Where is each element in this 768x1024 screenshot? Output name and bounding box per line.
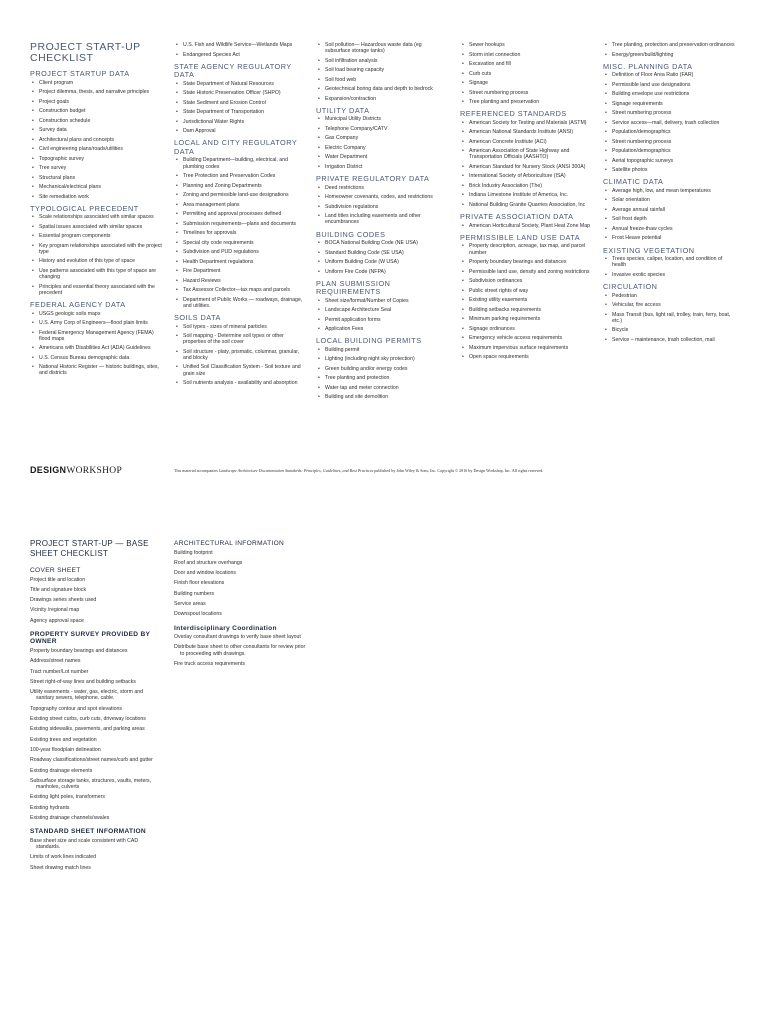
checklist-section (174, 139, 306, 309)
checklist-item: • Excavation and fill (460, 61, 592, 67)
section-heading: PROPERTY SURVEY PROVIDED BY OWNER (30, 630, 151, 646)
checklist-item: • Signage requirements (603, 101, 735, 107)
checklist-item: • Subdivision ordinances (460, 278, 592, 284)
copyright-footnote: This material accompanies Landscape Architecture Documentation Standards: Principles, Guidelines, and Best Practices published by John Wiley & Sons, Inc. Copyright © 2016 by Design Workshop, Inc. All rights reserved. (174, 468, 544, 473)
checklist-items (174, 81, 306, 135)
checklist-item: • Architectural plans and concepts (30, 137, 162, 143)
section-heading: EXISTING VEGETATION (603, 245, 695, 255)
checklist-section (316, 280, 448, 333)
checklist-item: • Key program relationships associated with the project type (30, 243, 162, 255)
checklist-items (30, 838, 162, 871)
checklist-item: Overlay consultant drawings to verify base sheet layout (174, 634, 301, 641)
checklist-item: • Tree planting, protection and preservation ordinances (603, 42, 735, 48)
top-col-1 (30, 42, 162, 382)
checklist-item: • Tree survey (30, 165, 162, 171)
checklist-item: • Federal Emergency Management Agency (FEMA) flood maps (30, 330, 162, 342)
checklist-items (174, 42, 306, 58)
checklist-item: • Lighting (including night sky protection) (316, 356, 448, 362)
checklist-item: • Building and site demolition (316, 394, 448, 400)
checklist-item: • Endangered Species Act (174, 52, 306, 58)
checklist-items (30, 80, 162, 200)
checklist-item: • Soil food web (316, 77, 448, 83)
checklist-section (174, 314, 306, 386)
checklist-item: • Scale relationships associated with similar spaces (30, 214, 162, 220)
checklist-item: • Subdivision regulations (316, 204, 448, 210)
checklist-section (316, 337, 448, 400)
checklist-item: Street right-of-way lines and building setbacks (30, 678, 136, 685)
checklist-item: • American Standard for Nursery Stock (ANSI 300A) (460, 164, 592, 170)
checklist-item: • Planning and Zoning Departments (174, 183, 306, 189)
checklist-item: • Population/demographics (603, 148, 735, 154)
checklist-item: Agency approval space (30, 617, 84, 624)
checklist-item: • Maximum impervious surface requirements (460, 345, 592, 351)
section-heading: PRIVATE ASSOCIATION DATA (460, 212, 574, 222)
base-sheet-section (30, 631, 162, 821)
checklist-item: • Property boundary bearings and distances (460, 259, 592, 265)
checklist-item: • Soil frost depth (603, 216, 735, 222)
checklist-item: • Street numbering process (603, 139, 735, 145)
checklist-item: • Building setbacks requirements (460, 307, 592, 313)
section-heading: STANDARD SHEET INFORMATION (30, 828, 146, 836)
checklist-item: • American Horticultural Society, Plant Heat Zone Map (460, 223, 592, 229)
checklist-item: 100-year floodplain delineation (30, 746, 101, 753)
checklist-section (603, 178, 735, 241)
checklist-item: Sheet drawing match lines (30, 864, 91, 871)
checklist-item: • Principles and essential theory associated with the precedent (30, 284, 162, 296)
checklist-item: • Solar orientation (603, 197, 735, 203)
checklist-item: Distribute base sheet to other consultants for review prior to proceeding with drawings. (174, 644, 306, 657)
checklist-item: • Area management plans (174, 202, 306, 208)
section-heading: ARCHITECTURAL INFORMATION (174, 540, 285, 547)
checklist-item: • Tree planting and preservation (460, 99, 592, 105)
checklist-item: Title and signature block (30, 586, 87, 593)
checklist-item: • American Concrete Institute (ACI) (460, 139, 592, 145)
checklist-item: • Project goals (30, 99, 162, 105)
checklist-item: • State Sediment and Erosion Control (174, 100, 306, 106)
designworkshop-logo: DESIGNWORKSHOP (30, 465, 123, 476)
checklist-items (174, 634, 306, 667)
checklist-item: • Client program (30, 80, 162, 86)
checklist-section (174, 42, 306, 58)
checklist-item: • History and evolution of this type of space (30, 258, 162, 264)
checklist-item: • Population/demographics (603, 129, 735, 135)
checklist-item: • Special city code requirements (174, 240, 306, 246)
checklist-item: • Tree planting and protection (316, 375, 448, 381)
top-col-4 (460, 42, 592, 365)
checklist-item: • Mass Transit (bus, light rail, trolley, train, ferry, boat, etc.) (603, 312, 735, 324)
checklist-item: Topography contour and spot elevations (30, 705, 122, 712)
checklist-item: • American Society for Testing and Materials (ASTM) (460, 120, 592, 126)
checklist-item: Vicinity /regional map (30, 607, 80, 614)
col-sections (316, 42, 448, 401)
checklist-item: • Bicycle (603, 327, 735, 333)
checklist-item: Drawings series sheets used (30, 597, 97, 604)
checklist-section (30, 205, 162, 296)
section-heading: REFERENCED STANDARDS (460, 109, 567, 119)
checklist-item: • Permissible land use designations (603, 82, 735, 88)
checklist-item: • Fire Department (174, 268, 306, 274)
checklist-item: • Essential program components (30, 233, 162, 239)
checklist-item: Limits of work lines indicated (30, 854, 97, 861)
checklist-items (174, 157, 306, 309)
checklist-item: • American National Standards Institute (ANSI) (460, 129, 592, 135)
checklist-item: Building footprint (174, 549, 213, 556)
checklist-item: • U.S. Fish and Wildlife Service—Wetlands Maps (174, 42, 306, 48)
checklist-item: • Irrigation District (316, 164, 448, 170)
checklist-item: • Civil engineering plans/roads/utilities (30, 146, 162, 152)
checklist-item: • Brick Industry Association (The) (460, 183, 592, 189)
checklist-section (603, 283, 735, 343)
section-heading: LOCAL AND CITY REGULATORY DATA (174, 138, 298, 156)
checklist-item: • Permissible land use, density and zoning restrictions (460, 269, 592, 275)
checklist-section (30, 301, 162, 377)
checklist-section (30, 70, 162, 200)
checklist-item: • Building envelope use restrictions (603, 91, 735, 97)
checklist-section (316, 107, 448, 170)
checklist-item: • Americans with Disabilities Act (ADA) Guidelines (30, 345, 162, 351)
checklist-item: Existing drainage channels/swales (30, 815, 110, 822)
base-sheet-section (174, 540, 306, 618)
checklist-item: • Vehicular, fire access (603, 302, 735, 308)
checklist-item: • Soil pollution— Hazardous waste data (eg subsurface storage tanks) (316, 42, 448, 54)
checklist-item: Subsurface storage tanks, structures, vaults, meters, manholes, culverts (30, 777, 152, 791)
checklist-item: Service areas (174, 600, 206, 607)
checklist-item: • Site remediation work (30, 194, 162, 200)
checklist-item: • Gas Company (316, 135, 448, 141)
col-sections (460, 42, 592, 360)
base-sheet-title: PROJECT START-UP — BASE SHEET CHECKLIST (30, 539, 149, 558)
checklist-item: • Minimum parking requirements (460, 316, 592, 322)
checklist-title: PROJECT START-UP CHECKLIST (30, 41, 141, 64)
base-sheet-section (30, 828, 162, 871)
checklist-item: • Satellite photos (603, 167, 735, 173)
checklist-item: Existing light poles, transformers (30, 794, 105, 801)
checklist-item: • Land titles including easements and other encumbrances (316, 213, 448, 225)
checklist-items (603, 293, 735, 343)
checklist-item: • Building Department—building, electrical, and plumbing codes (174, 157, 306, 169)
checklist-item: Tract number/Lot number (30, 668, 89, 675)
checklist-section (174, 63, 306, 135)
checklist-item: • American Association of State Highway and Transportation Officials (AASHTO) (460, 148, 592, 160)
checklist-item: • Sheet size/format/Number of Copies (316, 298, 448, 304)
checklist-items (603, 256, 735, 278)
checklist-section (316, 231, 448, 275)
section-heading: TYPOLOGICAL PRECEDENT (30, 203, 139, 213)
section-heading: CIRCULATION (603, 282, 658, 292)
checklist-item: • Expansion/contraction (316, 96, 448, 102)
checklist-item: • National Historic Register — historic buildings, sites, and districts (30, 364, 162, 376)
checklist-item: • USGS geologic soils maps (30, 311, 162, 317)
base-left-sections (30, 567, 162, 871)
checklist-item: • State Department of Natural Resources (174, 81, 306, 87)
checklist-items (603, 42, 735, 58)
checklist-item: • Existing utility easements (460, 297, 592, 303)
checklist-item: • State Department of Transportation (174, 109, 306, 115)
checklist-section (603, 247, 735, 278)
checklist-item: • Standard Building Code (SE USA) (316, 250, 448, 256)
checklist-items (460, 42, 592, 105)
checklist-item: • Property description, acreage, tax map, and parcel number (460, 243, 592, 255)
checklist-item: Building numbers (174, 590, 215, 597)
col-sections (174, 42, 306, 386)
checklist-item: • Street numbering process (603, 110, 735, 116)
base-sheet-col-left (30, 539, 162, 878)
checklist-item: • Uniform Fire Code (NFPA) (316, 269, 448, 275)
checklist-item: • Public street rights of way (460, 288, 592, 294)
checklist-item: • Mechanical/electrical plans (30, 184, 162, 190)
checklist-item: • Green building and/or energy codes (316, 366, 448, 372)
checklist-item: • Invasive exotic species (603, 272, 735, 278)
checklist-item: • Municipal Utility Districts (316, 116, 448, 122)
section-heading: PLAN SUBMISSION REQUIREMENTS (316, 278, 391, 297)
col-sections (603, 42, 735, 343)
checklist-item: • U.S. Army Corp of Engineers—flood plain limits (30, 320, 162, 326)
checklist-item: • Unified Soil Classification System - Soil texture and grain size (174, 364, 306, 376)
checklist-items (316, 240, 448, 275)
checklist-item: • Uniform Building Code (W USA) (316, 259, 448, 265)
checklist-item: • Timelines for approvals (174, 230, 306, 236)
top-col-5 (603, 42, 735, 348)
checklist-item: • Curb cuts (460, 71, 592, 77)
checklist-items (30, 311, 162, 377)
checklist-item: • Water tap and meter connection (316, 385, 448, 391)
checklist-items (603, 72, 735, 173)
checklist-item: • Definition of Floor Area Ratio (FAR) (603, 72, 735, 78)
checklist-item: • Structural plans (30, 175, 162, 181)
section-heading: LOCAL BUILDING PERMITS (316, 336, 422, 346)
checklist-items (30, 648, 162, 821)
checklist-item: Address/street names (30, 658, 81, 665)
section-heading: COVER SHEET (30, 567, 81, 574)
checklist-items (460, 243, 592, 360)
section-heading: BUILDING CODES (316, 229, 386, 239)
checklist-item: • Average high, low, and mean temperatures (603, 188, 735, 194)
checklist-item: • Application Fees (316, 326, 448, 332)
checklist-item: • Construction budget (30, 108, 162, 114)
checklist-item: • Building permit (316, 347, 448, 353)
checklist-item: Downspout locations (174, 611, 222, 618)
checklist-item: • Hazard Reviews (174, 278, 306, 284)
checklist-item: Existing trees and vegetation (30, 736, 97, 743)
checklist-item: • Trees species, caliper, location, and condition of health (603, 256, 735, 268)
checklist-item: • Service – maintenance, trash collection, mail (603, 337, 735, 343)
checklist-item: • Indiana Limestone Institute of America, Inc. (460, 192, 592, 198)
checklist-item: • Average annual rainfall (603, 207, 735, 213)
checklist-items (30, 214, 162, 296)
checklist-items (316, 347, 448, 401)
checklist-item: Roadway classifications/street names/curb and gutter (30, 757, 153, 764)
checklist-item: • Tree Protection and Preservation Codes (174, 173, 306, 179)
checklist-items (316, 185, 448, 226)
checklist-items (316, 116, 448, 170)
section-heading: FEDERAL AGENCY DATA (30, 300, 126, 310)
checklist-item: • Submission requirements—plans and documents (174, 221, 306, 227)
checklist-item: • Signage (460, 80, 592, 86)
checklist-item: Door and window locations (174, 570, 236, 577)
checklist-items (460, 223, 592, 229)
checklist-item: • Soil nutrients analysis - availability and absorption (174, 380, 306, 386)
checklist-item: • Survey data (30, 127, 162, 133)
checklist-section (316, 175, 448, 225)
checklist-section (316, 42, 448, 102)
checklist-item: • Construction schedule (30, 118, 162, 124)
base-sheet-col-right (174, 540, 306, 674)
section-heading: PRIVATE REGULATORY DATA (316, 174, 430, 184)
checklist-section (460, 110, 592, 208)
checklist-item: Fire truck access requirements (174, 660, 245, 667)
checklist-item: • Water Department (316, 154, 448, 160)
checklist-item: Utility easements - water, gas, electric, storm and sanitary sewers, telephone, cable. (30, 689, 144, 702)
section-heading: UTILITY DATA (316, 105, 370, 115)
checklist-item: • Geotechnical boring data and depth to bedrock (316, 86, 448, 92)
checklist-section (460, 42, 592, 105)
checklist-item: • Department of Public Works — roadways, drainage, and utilities. (174, 297, 306, 309)
checklist-items (316, 42, 448, 102)
checklist-item: • Frost Heave potential (603, 235, 735, 241)
checklist-item: Existing hydrants (30, 804, 70, 811)
checklist-item: • Telephone Company/CATV (316, 126, 448, 132)
checklist-item: • Use patterns associated with this type of space are changing (30, 268, 162, 280)
checklist-item: • Landscape Architecture Seal (316, 307, 448, 313)
checklist-section (603, 42, 735, 58)
checklist-section (460, 234, 592, 360)
checklist-items (30, 577, 162, 624)
checklist-item: • Storm inlet connection (460, 52, 592, 58)
checklist-item: • Signage ordinances (460, 326, 592, 332)
base-sheet-section (30, 567, 162, 624)
checklist-items (316, 298, 448, 333)
base-right-sections (174, 540, 306, 667)
checklist-item: Finish floor elevations (174, 580, 225, 587)
checklist-item: Project title and location (30, 576, 86, 583)
checklist-item: • Soil infiltration analysis (316, 58, 448, 64)
checklist-item: • Energy/green/build/lighting (603, 52, 735, 58)
checklist-item: • Aerial topographic surveys (603, 158, 735, 164)
section-heading: PERMISSIBLE LAND USE DATA (460, 232, 581, 242)
checklist-item: Property boundary bearings and distances (30, 647, 128, 654)
checklist-item: • Tax Assessor Collector—tax maps and parcels (174, 287, 306, 293)
section-heading: CLIMATIC DATA (603, 177, 664, 187)
top-col-2 (174, 42, 306, 391)
checklist-item: • U.S. Census Bureau demographic data (30, 355, 162, 361)
checklist-item: • Emergency vehicle access requirements (460, 335, 592, 341)
checklist-item: Existing street curbs, curb cuts, driveway locations (30, 716, 146, 723)
section-heading: STATE AGENCY REGULATORY DATA (174, 61, 292, 80)
section-heading: Interdisciplinary Coordination (174, 624, 277, 632)
checklist-item: • Soil structure - platy, prismatic, columnar, granular, and blocky (174, 349, 306, 361)
checklist-section (603, 63, 735, 174)
checklist-items (174, 550, 306, 618)
checklist-item: • National Building Granite Quarries Association, Inc (460, 202, 592, 208)
checklist-item: • Annual freeze-thaw cycles (603, 226, 735, 232)
checklist-item: • Health Department regulations (174, 259, 306, 265)
checklist-item: Existing sidewalks, pavements, and parking areas (30, 726, 145, 733)
checklist-item: • Electric Company (316, 145, 448, 151)
checklist-item: • Homeowner covenants, codes, and restrictions (316, 194, 448, 200)
checklist-item: • International Society of Arboriculture (ISA) (460, 173, 592, 179)
checklist-item: • Open space requirements (460, 354, 592, 360)
checklist-item: • Subdivision and PUD regulations (174, 249, 306, 255)
checklist-item: • Permit application forms (316, 317, 448, 323)
checklist-items (603, 188, 735, 242)
checklist-item: • Project dilemma, thesis, and narrative principles (30, 89, 162, 95)
checklist-item: • Deed restrictions (316, 185, 448, 191)
base-sheet-section (174, 625, 306, 668)
checklist-item: • Topographic survey (30, 156, 162, 162)
checklist-item: • Street numbering process (460, 90, 592, 96)
col-sections (30, 70, 162, 377)
checklist-item: • Soil mapping - Determine soil types or other properties of the soil cover (174, 333, 306, 345)
checklist-items (174, 324, 306, 387)
top-col-3 (316, 42, 448, 406)
checklist-item: • State Historic Preservation Officer (SHPO) (174, 90, 306, 96)
checklist-item: • Soil types - sizes of mineral particles (174, 324, 306, 330)
checklist-item: • Pedestrian (603, 293, 735, 299)
checklist-item: Existing drainage elements (30, 767, 93, 774)
checklist-item: Base sheet size and scale consistent with CAD standards. (30, 837, 139, 851)
checklist-item: • Sewer hookups (460, 42, 592, 48)
checklist-item: • Spatial issues associated with similar spaces (30, 224, 162, 230)
section-heading: SOILS DATA (174, 313, 221, 323)
section-heading: MISC. PLANNING DATA (603, 61, 693, 71)
checklist-item: • Permitting and approval processes defined (174, 211, 306, 217)
checklist-item: • Zoning and permissible land-use designations (174, 192, 306, 198)
checklist-item: • BOCA National Building Code (NE USA) (316, 240, 448, 246)
checklist-item: Roof and structure overhangs (174, 559, 243, 566)
checklist-item: • Service access—mail, delivery, trash collection (603, 120, 735, 126)
checklist-item: • Jurisdictional Water Rights (174, 119, 306, 125)
checklist-section (460, 213, 592, 229)
checklist-items (460, 120, 592, 208)
checklist-item: • Dam Approval (174, 128, 306, 134)
checklist-item: • Soil load bearing capacity (316, 67, 448, 73)
section-heading: PROJECT STARTUP DATA (30, 69, 130, 78)
